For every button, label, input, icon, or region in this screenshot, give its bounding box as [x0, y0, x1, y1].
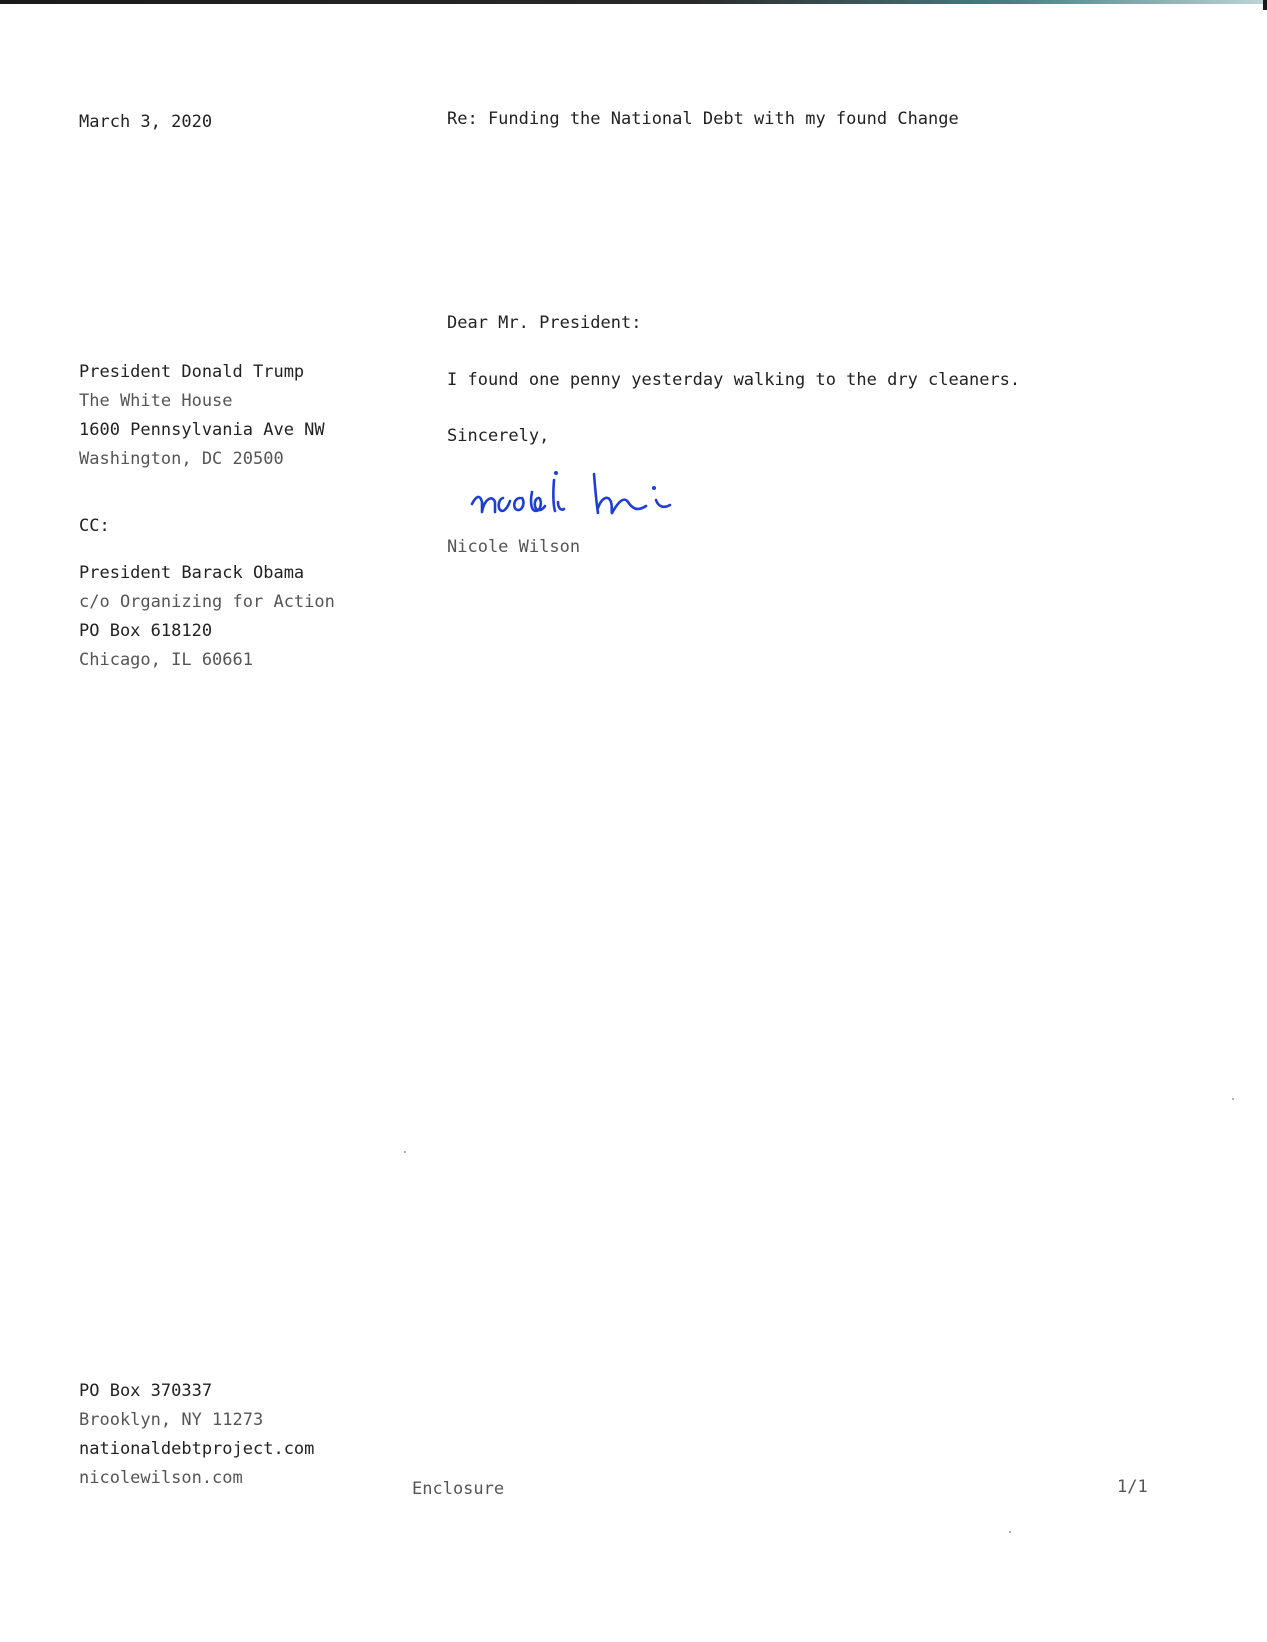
recipient-line: 1600 Pennsylvania Ave NW — [79, 420, 325, 440]
cc-line: President Barack Obama — [79, 563, 305, 583]
footer-line: nationaldebtproject.com — [79, 1439, 315, 1459]
letter-date: March 3, 2020 — [79, 112, 213, 132]
letter-body: I found one penny yesterday walking to the dry cleaners. — [447, 370, 1021, 390]
sender-footer-address — [79, 1377, 314, 1493]
signature-dot-1 — [554, 471, 558, 475]
scan-speck — [1232, 1098, 1234, 1100]
page-number: 1/1 — [1117, 1477, 1148, 1497]
scan-speck — [1009, 1531, 1011, 1533]
cc-line: Chicago, IL 60661 — [79, 650, 253, 670]
signature-name: Nicole Wilson — [447, 537, 581, 557]
letter-closing: Sincerely, — [447, 426, 550, 446]
recipient-address — [79, 358, 325, 474]
signature-ink — [472, 474, 670, 513]
scan-speck — [404, 1151, 406, 1153]
scan-top-edge — [0, 0, 1267, 4]
footer-line: PO Box 370337 — [79, 1381, 213, 1401]
cc-line: c/o Organizing for Action — [79, 592, 335, 612]
recipient-line: The White House — [79, 391, 233, 411]
footer-line: nicolewilson.com — [79, 1468, 243, 1488]
cc-label: CC: — [79, 516, 110, 536]
handwritten-signature — [470, 468, 695, 530]
enclosure-note: Enclosure — [412, 1479, 505, 1499]
signature-dot-2 — [652, 486, 656, 490]
cc-recipient-address — [79, 559, 335, 675]
recipient-line: Washington, DC 20500 — [79, 449, 284, 469]
letter-subject: Re: Funding the National Debt with my found Change — [447, 109, 959, 129]
recipient-line: President Donald Trump — [79, 362, 305, 382]
scan-corner-mark — [1263, 0, 1267, 10]
letter-salutation: Dear Mr. President: — [447, 313, 642, 333]
cc-line: PO Box 618120 — [79, 621, 213, 641]
footer-line: Brooklyn, NY 11273 — [79, 1410, 264, 1430]
